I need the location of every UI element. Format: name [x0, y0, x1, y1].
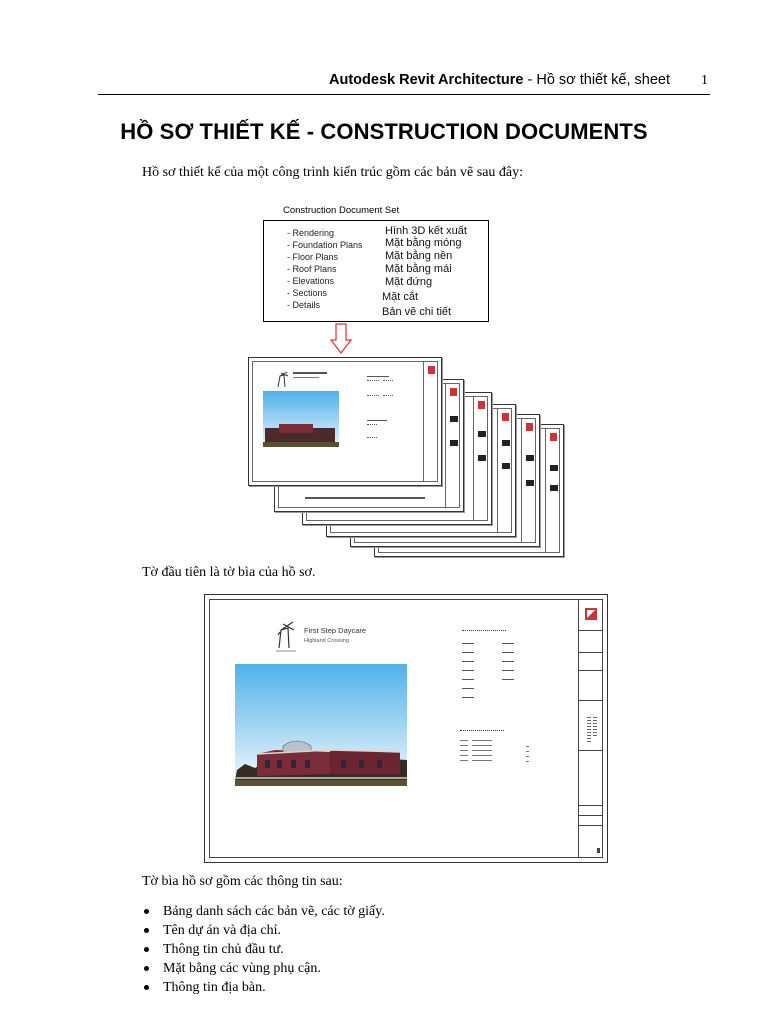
- list-item: Tên dự án và địa chỉ.: [142, 921, 385, 940]
- list-item: Thông tin chủ đầu tư.: [142, 940, 385, 959]
- daycare-logo-icon: [274, 618, 298, 652]
- list-item: Thông tin địa bàn.: [142, 978, 385, 997]
- cds-item-en: - Elevations: [287, 276, 335, 286]
- sheet-stack: [248, 355, 566, 558]
- title-block: [578, 600, 603, 857]
- building-drawing: [235, 664, 407, 786]
- project-location: Highland Crossing: [304, 638, 349, 644]
- cds-item-vi: Mặt cắt: [382, 291, 419, 303]
- project-name: First Step Daycare: [304, 626, 367, 635]
- cds-item-vi: Bản vẽ chi tiết: [382, 306, 452, 318]
- cover-sheet-border: [209, 599, 603, 858]
- header-text: [329, 72, 670, 88]
- cds-title: Construction Document Set: [283, 205, 400, 216]
- cds-item-vi: Mặt bằng mái: [385, 263, 452, 275]
- header-app-name: Autodesk Revit Architecture: [329, 72, 524, 88]
- cover-info-list: [142, 902, 385, 997]
- cds-item-en: - Sections: [287, 288, 328, 298]
- page-header: [98, 70, 710, 95]
- list-item: Bảng danh sách các bản vẽ, các tờ giấy.: [142, 902, 385, 921]
- construction-document-set: [263, 205, 489, 322]
- cds-item-vi: Mặt đứng: [385, 276, 433, 288]
- cds-item-vi: Mặt bằng móng: [385, 237, 462, 249]
- cds-item-en: - Floor Plans: [287, 252, 339, 262]
- cds-item-en: - Foundation Plans: [287, 240, 363, 250]
- front-cover-thumbnail: [248, 357, 442, 486]
- page-number: 1: [701, 73, 708, 88]
- rendering-image: [235, 664, 407, 786]
- cds-item-en: - Rendering: [287, 228, 335, 238]
- cds-item-vi: Mặt bằng nền: [385, 250, 453, 262]
- down-arrow-icon: [330, 323, 352, 355]
- cds-item-vi: Hình 3D kết xuất: [385, 225, 467, 237]
- list-item: Mặt bằng các vùng phụ cận.: [142, 959, 385, 978]
- logo-icon: [275, 370, 291, 388]
- cds-item-en: - Details: [287, 300, 321, 310]
- info-intro: Tờ bìa hồ sơ gồm các thông tin sau:: [142, 874, 343, 889]
- page-title: HỒ SƠ THIẾT KẾ - CONSTRUCTION DOCUMENTS: [120, 119, 648, 144]
- header-subtitle: - Hồ sơ thiết kế, sheet: [523, 72, 670, 88]
- cds-list-box: [263, 220, 489, 322]
- intro-paragraph: Hồ sơ thiết kế của một công trình kiến trúc gồm các bản vẽ sau đây:: [142, 165, 524, 180]
- cover-caption: Tờ đầu tiên là tờ bìa của hồ sơ.: [142, 565, 316, 580]
- cover-sheet: [204, 594, 608, 863]
- cds-item-en: - Roof Plans: [287, 264, 337, 274]
